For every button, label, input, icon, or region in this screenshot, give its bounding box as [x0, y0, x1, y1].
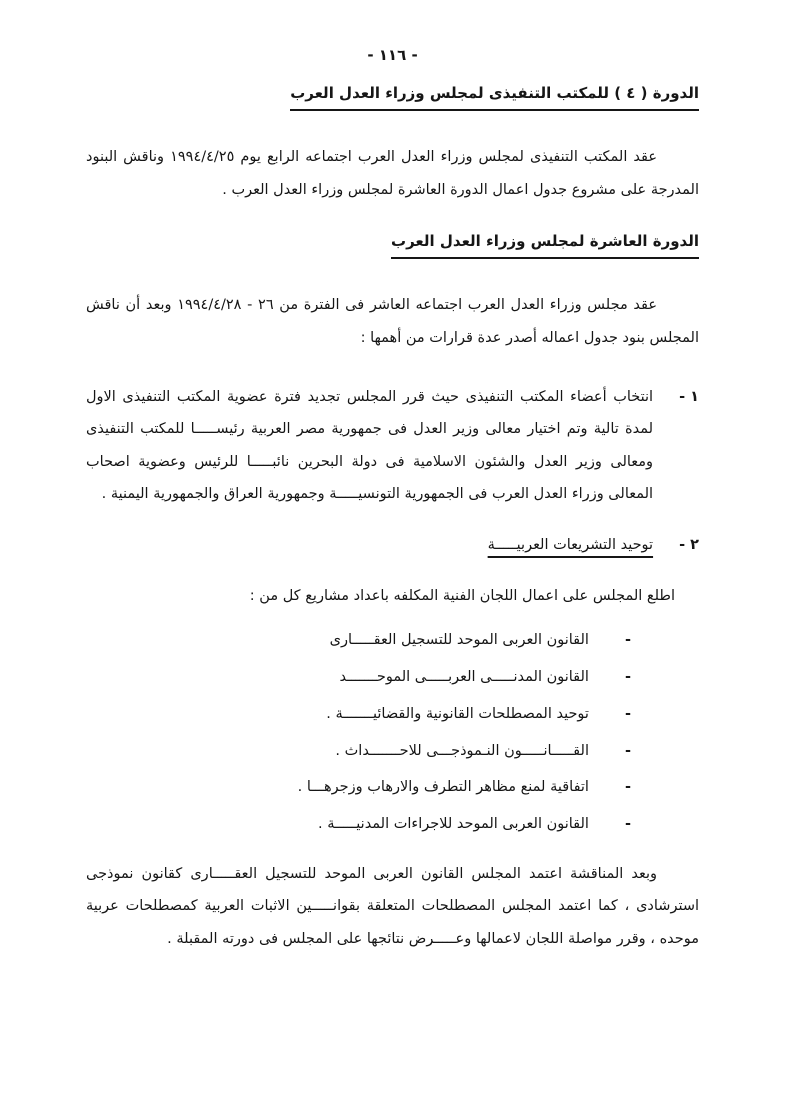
- resolution-2-number: ٢ -: [679, 537, 699, 553]
- dash-bullet: -: [624, 779, 631, 796]
- closing-paragraph: وبعد المناقشة اعتمد المجلس القانون العربى الموحد للتسجيل العقـــــارى كقانون نموذجى استرشادى ، كما اعتمد المجلس المصطلحات المتعلقة بقوانـــــين الاثبات العربية كمصطلحات عربية موحده ، وقرر مواصلة اللجان لاعمالها وعـــــرض نتائجها على المجلس فى دورته المقبلة .: [86, 865, 699, 947]
- dash-bullet: -: [624, 632, 631, 649]
- resolution-item-2: [86, 529, 699, 562]
- list-item-text: القانون المدنـــــى العربـــــى الموحـــــــد: [339, 669, 589, 685]
- resolution-1-text: انتخاب أعضاء المكتب التنفيذى حيث قرر المجلس تجديد فترة عضوية المكتب التنفيذى الاول لمدة تالية وتم اختيار معالى وزير العدل فى جمهورية مصر العربية رئيســـــا للمكتب التنفيذى ومعالى وزير العدل والشئون الاسلامية فى دولة البحرين نائبـــــا للرئيس وعضوية اصحاب المعالى وزراء العدل العرب فى الجمهورية التونسيـــــة وجمهورية العراق والجمهورية اليمنية .: [86, 388, 654, 503]
- list-item-text: القـــــانـــــون النـموذجـــى للاحـــــــداث .: [335, 742, 589, 759]
- resolution-2-title-text: توحيد التشريعات العربيـــــة: [487, 537, 654, 553]
- list-item: [86, 777, 699, 799]
- section-2-heading: الدورة العاشرة لمجلس وزراء العدل العرب: [391, 232, 699, 259]
- section-2-heading-row: [86, 232, 699, 259]
- section-1-heading: الدورة ( ٤ ) للمكتب التنفيذى لمجلس وزراء العدل العرب: [290, 84, 699, 111]
- section-1-heading-row: [86, 84, 699, 111]
- list-item: [86, 704, 699, 726]
- section-1-paragraph: عقد المكتب التنفيذى لمجلس وزراء العدل العرب اجتماعه الرابع يوم ١٩٩٤/٤/٢٥ وناقش البنود المدرجة على مشروع جدول اعمال الدورة العاشرة لمجلس وزراء العدل العرب .: [86, 149, 699, 198]
- page-number: - ١١٦ -: [367, 46, 418, 64]
- dash-bullet: -: [624, 816, 631, 832]
- list-item: [86, 667, 699, 689]
- list-item-text: توحيد المصطلحات القانونية والقضائيـــــــة .: [326, 705, 589, 722]
- section-2-paragraph: عقد مجلس وزراء العدل العرب اجتماعه العاشر فى الفترة من ٢٦ - ١٩٩٤/٤/٢٨ وبعد أن ناقش المجلس بنود جدول اعماله أصدر عدة قرارات من أهمها :: [86, 297, 699, 346]
- list-item: [86, 814, 699, 836]
- dash-bullet: -: [624, 669, 631, 685]
- list-item-text: القانون العربى الموحد للتسجيل العقـــــارى: [329, 632, 589, 649]
- committees-intro-paragraph: اطلع المجلس على اعمال اللجان الفنية المكلفه باعداد مشاريع كل من :: [249, 587, 675, 604]
- dash-bullet: -: [624, 742, 631, 759]
- resolution-item-1: [86, 381, 699, 512]
- resolution-2-title: [86, 529, 653, 562]
- list-item: [86, 741, 699, 763]
- resolution-1-number: ١ -: [679, 388, 699, 405]
- dash-bullet: -: [624, 705, 631, 722]
- list-item-text: اتفاقية لمنع مظاهر التطرف والارهاب وزجرهـــا .: [297, 779, 589, 796]
- list-item: [86, 630, 699, 652]
- list-item-text: القانون العربى الموحد للاجراءات المدنيـــــة .: [318, 816, 589, 832]
- draft-laws-list: [86, 630, 699, 836]
